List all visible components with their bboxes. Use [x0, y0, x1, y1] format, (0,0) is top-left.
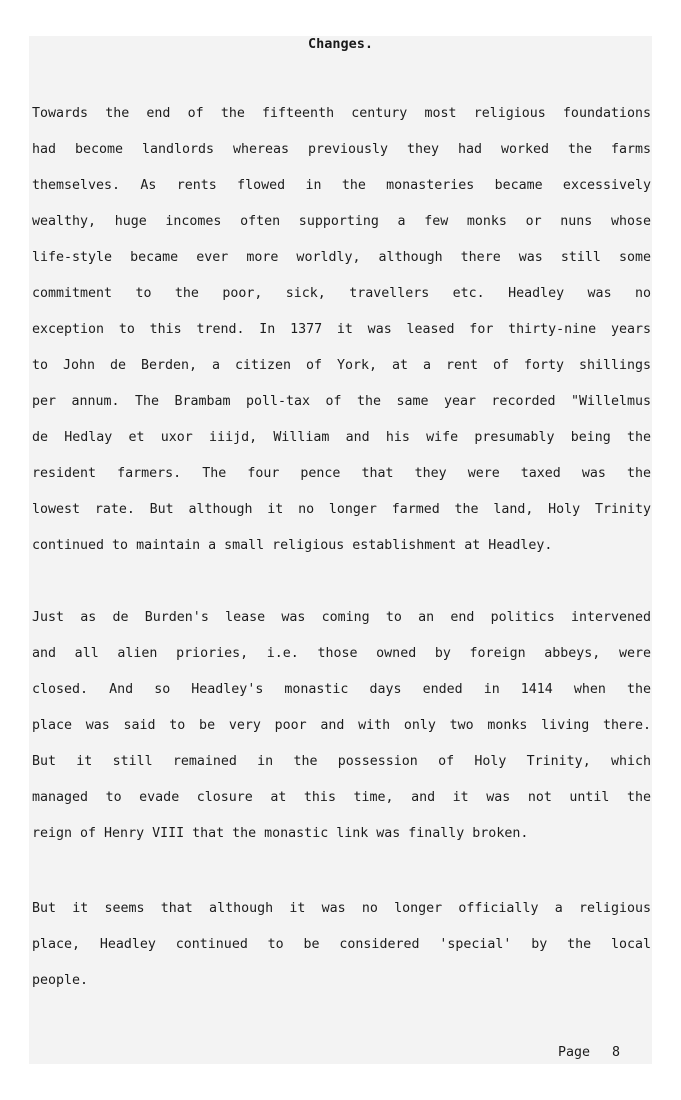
- text-line: But it seems that although it was no longer officially a religious: [32, 901, 651, 916]
- text-line: and all alien priories, i.e. those owned by foreign abbeys, were: [32, 646, 651, 661]
- text-line: commitment to the poor, sick, travellers etc. Headley was no: [32, 286, 651, 301]
- text-line: exception to this trend. In 1377 it was leased for thirty-nine years: [32, 322, 651, 337]
- text-line: per annum. The Brambam poll-tax of the same year recorded "Willelmus: [32, 394, 651, 409]
- paragraph-2: [32, 600, 651, 852]
- text-line: place, Headley continued to be considered 'special' by the local: [32, 937, 651, 952]
- text-line: had become landlords whereas previously they had worked the farms: [32, 142, 651, 157]
- text-line: de Hedlay et uxor iiijd, William and his wife presumably being the: [32, 430, 651, 445]
- text-line: life-style became ever more worldly, although there was still some: [32, 250, 651, 265]
- text-line: Just as de Burden's lease was coming to an end politics intervened: [32, 610, 651, 625]
- text-line: wealthy, huge incomes often supporting a few monks or nuns whose: [32, 214, 651, 229]
- page-footer: [558, 1044, 620, 1062]
- text-line: continued to maintain a small religious establishment at Headley.: [32, 538, 553, 553]
- page-label: Page: [558, 1045, 591, 1060]
- text-line: people.: [32, 973, 89, 988]
- text-line: to John de Berden, a citizen of York, at a rent of forty shillings: [32, 358, 651, 373]
- text-line: closed. And so Headley's monastic days ended in 1414 when the: [32, 682, 651, 697]
- text-line: Towards the end of the fifteenth century most religious foundations: [32, 106, 651, 121]
- text-line: place was said to be very poor and with only two monks living there.: [32, 718, 651, 733]
- paragraph-1: [32, 96, 651, 564]
- paragraph-3: [32, 891, 651, 999]
- text-line: resident farmers. The four pence that they were taxed was the: [32, 466, 651, 481]
- text-line: reign of Henry VIII that the monastic link was finally broken.: [32, 826, 529, 841]
- page-title: Changes.: [307, 36, 374, 52]
- text-line: themselves. As rents flowed in the monasteries became excessively: [32, 178, 651, 193]
- text-line: managed to evade closure at this time, and it was not until the: [32, 790, 651, 805]
- page-number: 8: [612, 1045, 621, 1060]
- text-line: lowest rate. But although it no longer farmed the land, Holy Trinity: [32, 502, 651, 517]
- text-line: But it still remained in the possession of Holy Trinity, which: [32, 754, 651, 769]
- document-page: [29, 36, 652, 1064]
